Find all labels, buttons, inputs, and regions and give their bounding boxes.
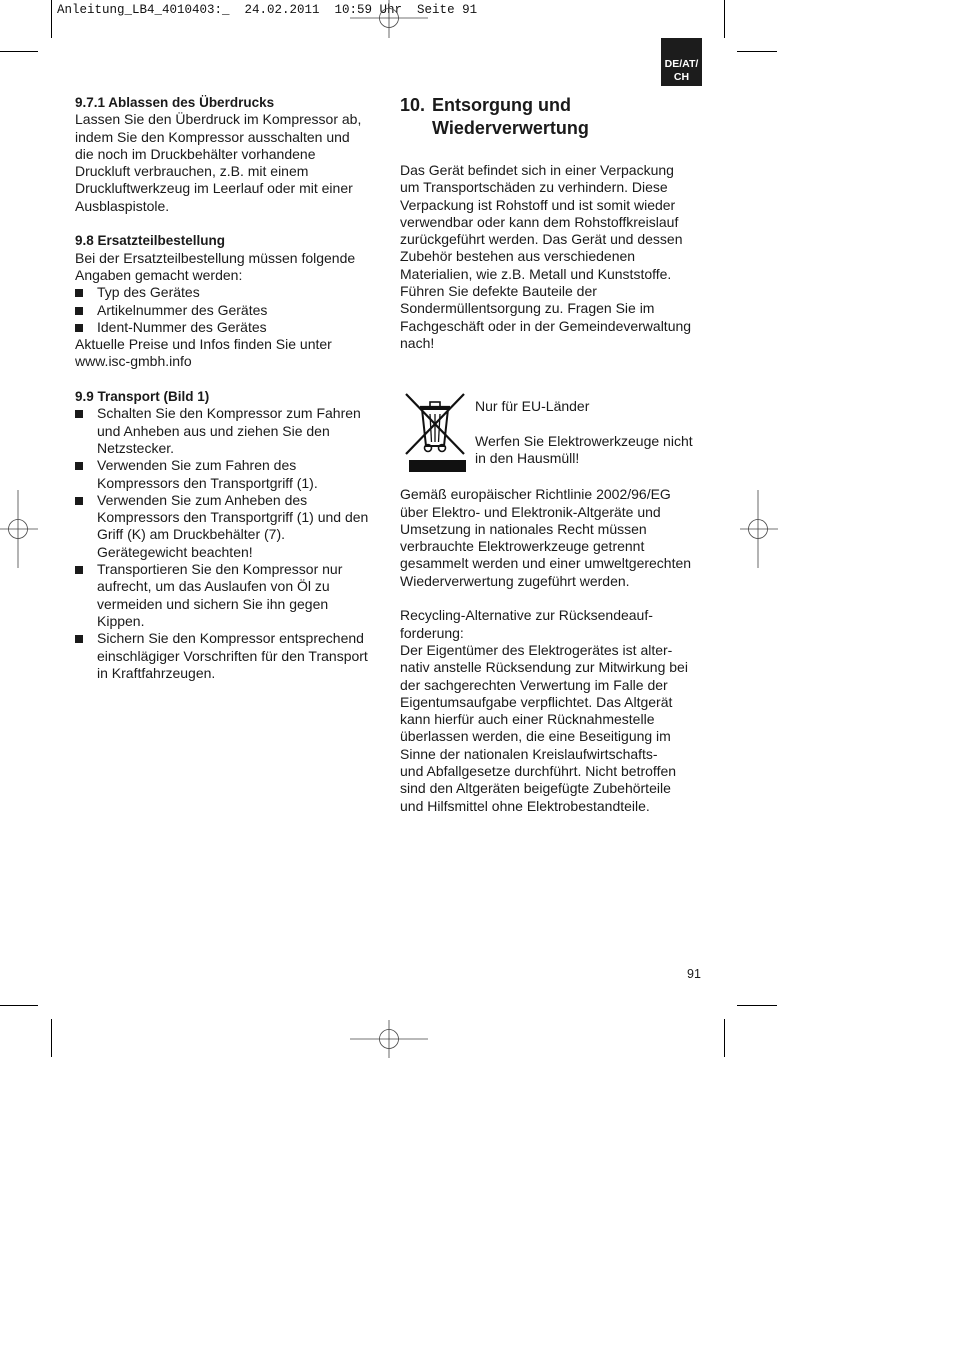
crop-mark (724, 0, 725, 38)
list-item: Artikelnummer des Gerätes (75, 302, 380, 319)
text-line: Sondermüllentsorgung zu. Fragen Sie im (400, 300, 655, 317)
paragraph-9-7-1 (75, 111, 380, 215)
registration-mark-icon (350, 0, 428, 40)
page-number: 91 (687, 967, 701, 981)
text-line: Kompressors den Transportgriff (1). (97, 474, 318, 491)
text-line: Lassen Sie den Überdruck im Kompressor ab, (75, 111, 362, 128)
weee-notice (400, 392, 705, 486)
text-line: Verpackung ist Rohstoff und ist somit wieder (400, 196, 676, 213)
text-line: vermeiden und sichern Sie ihn gegen (97, 595, 329, 612)
text-line: Nur für EU-Länder (475, 398, 590, 415)
text-line: forderung: (400, 624, 464, 641)
print-slug: Anleitung_LB4_4010403:_ 24.02.2011 10:59 Uhr Seite 91 (57, 3, 478, 17)
section-heading-9-9: 9.9 Transport (Bild 1) (75, 389, 210, 405)
language-badge-line: CH (673, 70, 690, 83)
text-line: der sachgerechten Verwertung im Falle der (400, 676, 668, 693)
text-line: Wiederverwertung zugeführt werden. (400, 572, 630, 589)
paragraph-9-8-intro (75, 250, 380, 285)
registration-mark-icon (350, 1020, 428, 1060)
text-line: Verwenden Sie zum Fahren des (97, 457, 297, 474)
crop-mark (737, 1005, 777, 1006)
text-line: Fachgeschäft oder in der Gemeindeverwaltung (400, 317, 692, 334)
text-line: Werfen Sie Elektrowerkzeuge nicht (475, 432, 693, 449)
text-line: über Elektro- und Elektronik-Altgeräte und (400, 503, 661, 520)
crop-mark (51, 0, 52, 38)
text-line: Verwenden Sie zum Anheben des (97, 491, 308, 508)
text-line: indem Sie den Kompressor ausschalten und (75, 128, 350, 145)
list-item (75, 630, 380, 682)
text-line: nach! (400, 334, 435, 351)
weee-text (475, 398, 707, 467)
text-line: Netzstecker. (97, 439, 175, 456)
parts-order-list (75, 284, 380, 336)
paragraph-directive (400, 486, 705, 590)
text-line: Griff (K) am Druckbehälter (7). (97, 526, 286, 543)
text-line: in den Hausmüll! (475, 450, 580, 467)
text-line: Kompressors den Transportgriff (1) und den (97, 509, 369, 526)
text-line: Aktuelle Preise und Infos finden Sie unter (75, 336, 332, 353)
text-line: gesammelt werden und einer umweltgerechten (400, 555, 692, 572)
text-line: aufrecht, um das Auslaufen von Öl zu (97, 578, 330, 595)
text-line: Gerätegewicht beachten! (97, 543, 253, 560)
list-item (75, 492, 380, 561)
text-line: Recycling-Alternative zur Rücksendeauf- (400, 607, 653, 624)
section-heading-10 (400, 94, 705, 140)
crop-mark (0, 51, 38, 52)
text-line: sind den Altgeräten beigefügte Zubehörteile (400, 780, 671, 797)
text-line: kann hierfür auch einer Rücknahmestelle (400, 711, 655, 728)
weee-crossed-bin-icon (404, 392, 466, 486)
text-line: Bei der Ersatzteilbestellung müssen folgende (75, 249, 356, 266)
paragraph-9-8-outro (75, 336, 380, 371)
text-line: Der Eigentümer des Elektrogerätes ist alter- (400, 641, 673, 658)
text-line: und Abfallgesetze durchführt. Nicht betroffen (400, 763, 677, 780)
list-item (75, 405, 380, 457)
text-line: Schalten Sie den Kompressor zum Fahren (97, 405, 361, 422)
language-badge-line: DE/AT/ (664, 58, 699, 70)
paragraph-recycling-alternative (400, 607, 705, 815)
registration-mark-icon (738, 490, 778, 568)
text-line: Sichern Sie den Kompressor entsprechend (97, 630, 364, 647)
text-line: zurückgeführt werden. Das Gerät und dessen (400, 231, 683, 248)
text-line: Gemäß europäischer Richtlinie 2002/96/EG (400, 486, 671, 503)
paragraph-packaging (400, 162, 705, 352)
list-item: Ident-Nummer des Gerätes (75, 319, 380, 336)
text-line: und Anheben aus und ziehen Sie den (97, 422, 330, 439)
crop-mark (0, 1005, 38, 1006)
list-item (75, 457, 380, 492)
text-line: Eigentumsaufgabe verpflichtet. Das Altgerät (400, 693, 673, 710)
text-line: Zubehör bestehen aus verschiedenen (400, 248, 636, 265)
heading-line: Wiederverwertung (432, 118, 589, 138)
text-line: Transportieren Sie den Kompressor nur (97, 561, 343, 578)
text-line: Druckluftwerkzeug im Leerlauf oder mit einer (75, 180, 353, 197)
section-heading-9-7-1: 9.7.1 Ablassen des Überdrucks (75, 95, 275, 110)
language-badge (661, 38, 702, 86)
registration-mark-icon (0, 490, 40, 568)
text-line: verwendbar oder kann dem Rohstoffkreislauf (400, 213, 679, 230)
text-line: Das Gerät befindet sich in einer Verpackung (400, 162, 674, 178)
text-line: die noch im Druckbehälter vorhandene (75, 145, 316, 162)
text-line: und Hilfsmittel ohne Elektrobestandteile. (400, 797, 650, 814)
right-column (400, 94, 705, 815)
text-line: Kippen. (97, 612, 145, 629)
list-item: Typ des Gerätes (75, 284, 380, 301)
text-line: Führen Sie defekte Bauteile der (400, 283, 597, 300)
text-line: Angaben gemacht werden: (75, 266, 243, 283)
text-line: Materialien, wie z.B. Metall und Kunststoffe. (400, 265, 672, 282)
website-link-text: www.isc-gmbh.info (75, 353, 192, 370)
text-line: Umsetzung in nationales Recht müssen (400, 520, 647, 537)
text-line: überlassen werden, die eine Beseitigung im (400, 728, 671, 745)
text-line: Ausblaspistole. (75, 197, 170, 214)
text-line: in Kraftfahrzeugen. (97, 664, 216, 681)
transport-list (75, 405, 380, 682)
heading-line: Entsorgung und (432, 95, 571, 115)
crop-mark (51, 1019, 52, 1057)
crop-mark (737, 51, 777, 52)
list-item (75, 561, 380, 630)
left-column (75, 94, 380, 682)
section-heading-9-8: 9.8 Ersatzteilbestellung (75, 233, 226, 249)
text-line: Sinne der nationalen Kreislaufwirtschafts- (400, 745, 658, 762)
text-line: verbrauchte Elektrowerkzeuge getrennt (400, 538, 645, 555)
text-line: einschlägiger Vorschriften für den Transport (97, 647, 368, 664)
text-line: Druckluft verbrauchen, z.B. mit einem (75, 163, 309, 180)
text-line: um Transportschäden zu verhindern. Diese (400, 179, 668, 196)
text-line: nativ anstelle Rücksendung zur Mitwirkung bei (400, 659, 688, 676)
crop-mark (724, 1019, 725, 1057)
heading-number: 10. (400, 95, 426, 115)
